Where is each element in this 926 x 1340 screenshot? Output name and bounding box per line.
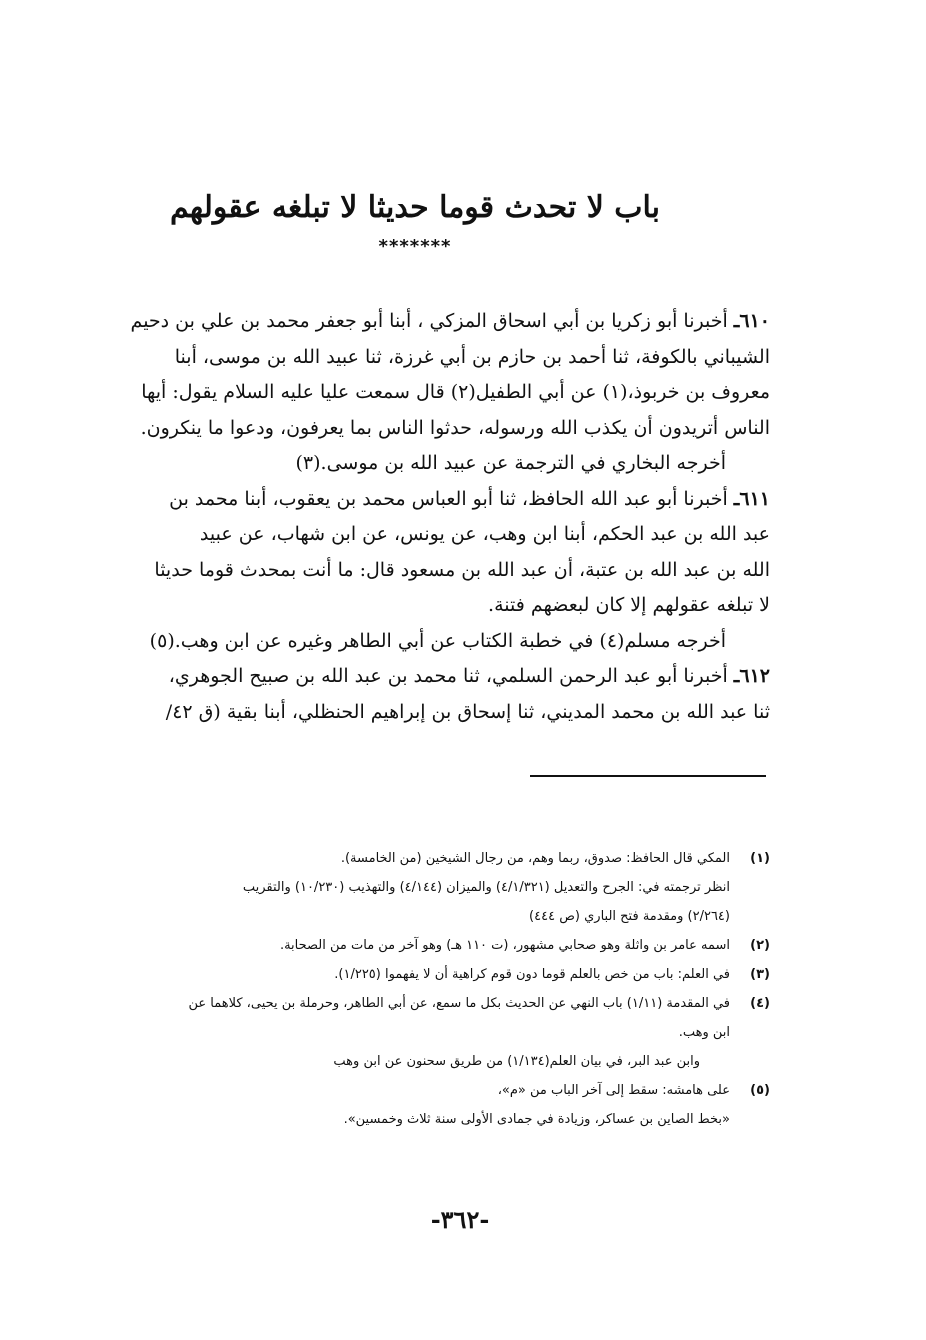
body-line: لا تبلغه عقولهم إلا كان لبعضهم فتنة.	[488, 594, 770, 616]
body-line: الشيباني بالكوفة، ثنا أحمد بن حازم بن أبي غرزة، ثنا عبيد الله بن موسى، أبنا	[174, 345, 770, 368]
footnote-text: اسمه عامر بن واثلة وهو صحابي مشهور، (ت ١١٠ هـ) وهو آخر من مات من الصحابة.	[279, 938, 730, 953]
title-ornament: *******	[378, 236, 452, 257]
hadith-number: ٦١١ـ	[733, 487, 770, 510]
footnote-continuation: (٢/٢٦٤) ومقدمة فتح الباري (ص ٤٤٤)	[529, 909, 730, 924]
body-line: عبد الله بن عبد الحكم، أبنا ابن وهب، عن يونس، عن ابن شهاب، عن عبيد	[199, 523, 770, 545]
footnote-text: في المقدمة (١/١١) باب النهي عن الحديث بكل ما سمع، عن أبي الطاهر، وحرملة بن يحيى، كلاهما عن	[188, 996, 730, 1011]
footnote-number: (١)	[750, 851, 770, 866]
footnote-number: (٣)	[750, 967, 770, 982]
footnote	[78, 844, 770, 873]
body-line: ثنا عبد الله بن محمد المديني، ثنا إسحاق بن إبراهيم الحنظلي، أبنا بقية (ق ٤٢/	[165, 700, 770, 723]
body-line: الناس أتريدون أن يكذب الله ورسوله، حدثوا الناس بما يعرفون، ودعوا ما ينكرون.	[140, 416, 770, 439]
footnotes	[78, 844, 770, 1134]
body-line: ٦١٢ـ أخبرنا أبو عبد الرحمن السلمي، ثنا محمد بن عبد الله بن صبيح الجوهري،	[168, 665, 770, 687]
footnote-text: في العلم: باب من خص بالعلم قوما دون قوم كراهية أن لا يفهموا (١/٢٢٥).	[334, 967, 730, 982]
takhrij-line: أخرجه البخاري في الترجمة عن عبيد الله بن موسى.(٣)	[295, 452, 726, 474]
chapter-title: باب لا تحدث قوما حديثا لا تبلغه عقولهم	[169, 190, 661, 225]
footnote-number: (٢)	[750, 938, 770, 953]
takhrij-line: أخرجه مسلم(٤) في خطبة الكتاب عن أبي الطاهر وغيره عن ابن وهب.(٥)	[149, 629, 726, 652]
body-line: الله بن عبد الله بن عتبة، أن عبد الله بن مسعود قال: ما أنت بمحدث قوما حديثا	[154, 558, 770, 581]
footnote-continuation: ابن وهب.	[678, 1025, 730, 1040]
footnote	[78, 989, 770, 1018]
footnote-continuation: انظر ترجمته في: الجرح والتعديل (٤/١/٣٢١) والميزان (٤/١٤٤) والتهذيب (١٠/٢٣٠) والتقريب	[242, 880, 730, 895]
footnote	[78, 1076, 770, 1105]
body-line: ٦١١ـ أخبرنا أبو عبد الله الحافظ، ثنا أبو العباس محمد بن يعقوب، أبنا محمد بن	[169, 487, 770, 510]
footnote	[78, 931, 770, 960]
footnote-text: المكي قال الحافظ: صدوق، ربما وهم، من رجال الشيخين (من الخامسة).	[340, 851, 730, 866]
body-line: ٦١٠ـ أخبرنا أبو زكريا بن أبي اسحاق المزكي ، أبنا أبو جعفر محمد بن علي بن دحيم	[130, 310, 770, 332]
footnote-number: (٤)	[750, 996, 770, 1011]
hadith-body	[78, 304, 770, 730]
footnote-number: (٥)	[750, 1083, 770, 1098]
page-number: -٣٦٢-	[430, 1205, 490, 1234]
footnote	[78, 960, 770, 989]
body-line: معروف بن خربوذ،(١) عن أبي الطفيل(٢) قال سمعت عليا عليه السلام يقول: أيها	[141, 381, 770, 403]
footnote-continuation: «بخط الصاين بن عساكر، وزيادة في جمادى الأولى سنة ثلاث وخمسين».	[343, 1112, 730, 1127]
footnote-text: على هامشه: سقط إلى آخر الباب من «م»،	[497, 1083, 730, 1098]
hadith-number: ٦١٠ـ	[733, 310, 770, 332]
footnote-divider	[530, 775, 766, 777]
footnote-continuation: وابن عبد البر، في بيان العلم(١/١٣٤) من طريق سحنون عن ابن وهب	[333, 1054, 700, 1069]
hadith-number: ٦١٢ـ	[733, 665, 770, 687]
